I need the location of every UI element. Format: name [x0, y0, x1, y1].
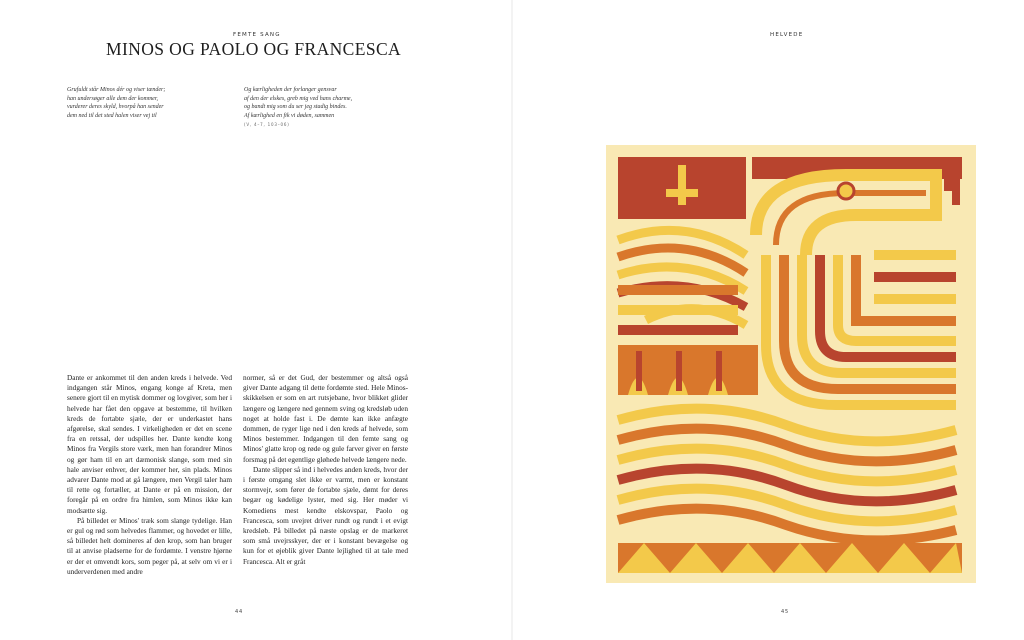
verse-reference: (V, 4–7, 103–06): [244, 122, 290, 128]
paragraph: Dante slipper så ind i helvedes anden kreds, hvor der i første omgang slet ikke er varmt, men er konstant stormvejr, som fører de fortabte sjæle, dømt for deres begær og kødelige lyster, med sig. Her møder vi Komediens mest kendte elskovspar, Paolo og Francesca, som uvejret driver rundt og rundt i et evigt kredsløb. På billedet på næste opslag er de markeret som små uvejrsskyer, der er i konstant bevægelse og kun for et øjeblik giver Dante lejlighed til at tale med Francesca. Alt er gråt: [243, 464, 408, 566]
right-page: [512, 0, 1024, 640]
minos-serpent-artwork: [606, 145, 976, 583]
page-number: 45: [781, 609, 789, 615]
horizontal-bands: [618, 285, 738, 335]
verse-line: og bandt mig som du ser jeg stadig bindes.: [244, 104, 347, 111]
arches-row: [618, 345, 758, 395]
verse-line: Og kærligheden der forlanger gensvar: [244, 87, 337, 93]
running-head: HELVEDE: [770, 32, 804, 38]
paragraph: På billedet er Minos' træk som slange tydelige. Han er gul og rød som helvedes flammer, og hovedet er lille, så billedet helt domineres af den krop, som han bruger til at anvise pladserne for de fordømte. I venstre hjørne er der et omvendt kors, som peger på, at selv om vi er i underverdenen med andre: [67, 515, 232, 576]
verse-line: Grufuldt står Minos dér og viser tænder;: [67, 87, 166, 93]
paragraph: Dante er ankommet til den anden kreds i helvede. Ved indgangen står Minos, engang konge af Kreta, men senere gjort til en mytisk dommer og lovgiver, som her i helvede har fået den opgave at bestemme, til hvilken kreds de fortabte sjæle, der er underkastet hans afgørelse, skal sendes. I virkeligheden er det en scene fra en retssal, der udspilles her. Dante kendte kong Minos fra Vergils store værk, men han forandrer Minos og gør ham til en art dæmonisk slange, som med sin hale anviser enhver, der kommer her, sin plads. Minos advarer Dante mod at gå længere, men Vergil taler ham til rette og fortæller, at Dante er på en mission, der foregår på en ordre fra himlen, som Minos ikke kan modsætte sig.: [67, 373, 232, 515]
verse-line: vurderer deres skyld, hvorpå han sender: [67, 104, 164, 111]
verse-line: dem ned til det sted halen viser vej til: [67, 112, 157, 119]
paragraph: normer, så er det Gud, der bestemmer og altså også giver Dante adgang til dette fordømte sted. Hele Minos-skikkelsen er som en art rutsjebane, hvor blikket glider længere og længere ned gennem sving og kredsløb uden noget at holde fast i. De dømte kan ikke anfægte dommen, de ryger lige ned i den kreds af helvede, som Minos bestemmer. Indgangen til den femte sang og Minos' glatte krop og røde og gule farver giver en første forsmag på det egentlige gløhede helvede længere nede.: [243, 373, 408, 464]
bottom-flames: [618, 543, 962, 573]
verse-quote-left: [67, 86, 232, 120]
verse-quote-right: [244, 86, 414, 130]
page-title: MINOS OG PAOLO OG FRANCESCA: [106, 39, 402, 59]
canto-kicker: FEMTE SANG: [233, 32, 281, 38]
body-column-left: [67, 373, 232, 577]
verse-line: han undersøger alle dem der kommer,: [67, 95, 158, 102]
serpent-eye-icon: [838, 183, 854, 199]
verse-line: Af kærlighed en fik vi døden, sammen: [244, 112, 335, 119]
verse-line: af den der elskes, greb mig ved hans charme,: [244, 95, 353, 102]
body-column-right: [243, 373, 408, 567]
page-number: 44: [235, 609, 243, 615]
